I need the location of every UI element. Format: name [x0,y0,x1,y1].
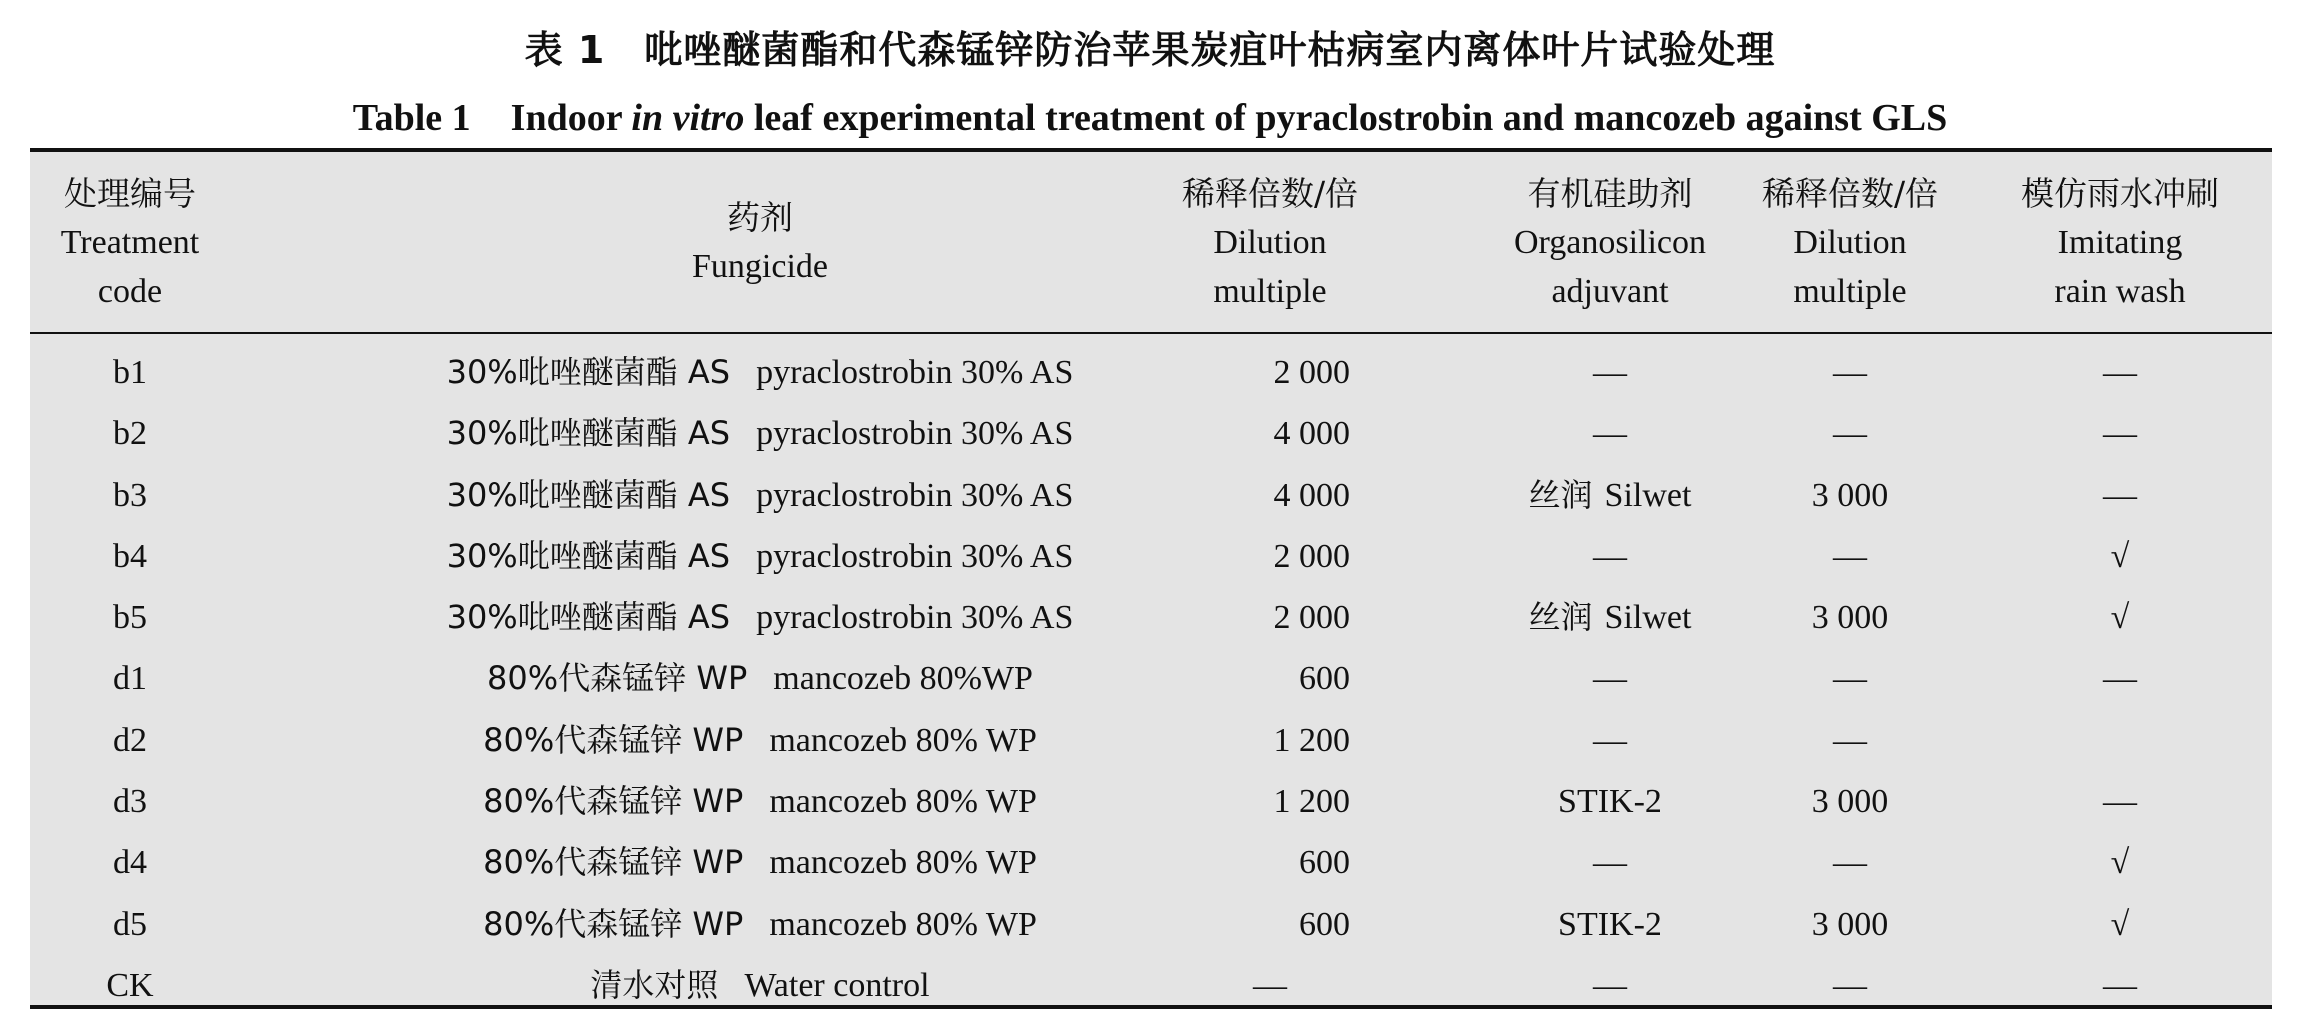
dilution-cell: 4 000 [1273,476,1350,514]
fungicide-en: mancozeb 80% WP [769,721,1037,759]
fungicide-cn: 80%代森锰锌 WP [483,904,744,943]
adjuvant-en: — [1593,660,1627,698]
fungicide-en: pyraclostrobin 30% AS [756,476,1074,514]
dilution-cell: 600 [1299,660,1350,698]
header-en-line2: rain wash [2054,272,2186,310]
rain-wash-cell: — [2103,783,2137,821]
treatment-code-cell: d4 [113,844,147,882]
adjuvant-dilution-cell: 3 000 [1811,599,1889,637]
table-row [30,894,2272,955]
header-cn: 稀释倍数/倍 [1181,173,1359,213]
fungicide-en: pyraclostrobin 30% AS [756,599,1074,637]
fungicide-cell [290,403,1230,464]
adjuvant-en: — [1593,966,1627,1004]
fungicide-cn: 80%代森锰锌 WP [483,782,744,821]
header-en-line1: Imitating [2057,223,2183,261]
adjuvant-dilution-cell: — [1833,415,1867,453]
fungicide-cell [290,894,1230,955]
fungicide-cn: 30%吡唑醚菌酯 AS [446,353,731,391]
fungicide-en: mancozeb 80% WP [769,844,1037,882]
fungicide-cell [290,832,1230,893]
table-row [30,587,2272,648]
table-row [30,342,2272,403]
fungicide-en: mancozeb 80% WP [769,905,1037,943]
adjuvant-cn: 丝润 [1528,475,1593,514]
rain-wash-cell: √ [2110,599,2130,637]
adjuvant-en: STIK-2 [1558,783,1662,821]
fungicide-cn: 80%代森锰锌 WP [483,843,744,882]
adjuvant-dilution-cell: — [1833,966,1867,1004]
header-fungicide [290,152,1230,332]
fungicide-cn: 80%代森锰锌 WP [487,659,748,698]
fungicide-cn: 30%吡唑醚菌酯 AS [446,475,731,514]
fungicide-en: mancozeb 80%WP [773,660,1033,698]
rain-wash-cell: √ [2110,905,2130,943]
treatment-code-cell: CK [106,966,154,1004]
rain-wash-cell: — [2103,476,2137,514]
header-en-line1: Organosilicon [1513,223,1706,261]
adjuvant-dilution-cell: 3 000 [1811,783,1889,821]
title-italic: in vitro [631,97,745,139]
adjuvant-en: Silwet [1604,476,1692,514]
fungicide-en: pyraclostrobin 30% AS [756,354,1074,391]
fungicide-cn: 30%吡唑醚菌酯 AS [446,536,731,575]
adjuvant-en: — [1593,354,1627,391]
treatment-code-cell: b3 [113,476,147,514]
dilution-cell: 1 200 [1273,721,1350,759]
dilution-cell: 600 [1299,905,1350,943]
adjuvant-dilution-cell: — [1833,721,1867,759]
header-cn: 稀释倍数/倍 [1761,173,1939,213]
title-text-a: Indoor [510,97,632,139]
adjuvant-dilution-cell: — [1833,844,1867,882]
table-header [30,152,2272,332]
adjuvant-en: STIK-2 [1558,905,1662,943]
table-body [30,342,2272,1016]
fungicide-cn: 30%吡唑醚菌酯 AS [446,598,731,637]
header-cn: 药剂 [727,198,793,237]
adjuvant-en: — [1593,415,1627,453]
dilution-cell: 2 000 [1273,599,1350,637]
adjuvant-en: — [1593,721,1627,759]
table-row [30,403,2272,464]
table-header-rule [30,332,2272,334]
fungicide-en: pyraclostrobin 30% AS [756,415,1074,453]
fungicide-en: pyraclostrobin 30% AS [756,537,1074,575]
rain-wash-cell: — [2103,660,2137,698]
adjuvant-dilution-cell: 3 000 [1811,905,1889,943]
table-row [30,832,2272,893]
header-en-line1: Dilution [1213,223,1327,261]
header-en-line2: code [97,272,163,310]
table-row [30,526,2272,587]
header-en-line2: adjuvant [1551,272,1669,310]
fungicide-cell [290,710,1230,771]
rain-wash-cell: — [2103,415,2137,453]
table-row [30,771,2272,832]
fungicide-cell [290,342,1230,403]
adjuvant-en: Silwet [1604,599,1692,637]
fungicide-cell [290,648,1230,709]
rain-wash-cell: √ [2110,537,2130,575]
rain-wash-cell [1990,710,2250,771]
adjuvant-dilution-cell: 3 000 [1811,476,1889,514]
fungicide-cell [290,465,1230,526]
table-row [30,465,2272,526]
adjuvant-cn: 丝润 [1528,598,1593,637]
dilution-cell: 2 000 [1273,354,1350,391]
header-cn: 有机硅助剂 [1527,173,1693,213]
treatment-code-cell: d5 [113,905,147,943]
treatment-code-cell: d3 [113,783,147,821]
treatment-code-cell: b2 [113,415,147,453]
header-en-line2: multiple [1793,272,1907,310]
dilution-cell: 4 000 [1273,415,1350,453]
dilution-cell: — [1253,966,1287,1004]
rain-wash-cell: — [2103,966,2137,1004]
adjuvant-dilution-cell: — [1833,354,1867,391]
adjuvant-dilution-cell: — [1833,660,1867,698]
header-en-line1: Dilution [1793,223,1907,261]
dilution-cell: 2 000 [1273,537,1350,575]
dilution-cell: 600 [1299,844,1350,882]
rain-wash-cell: √ [2110,844,2130,882]
table-title-cn: 表 1 吡唑醚菌酯和代森锰锌防治苹果炭疽叶枯病室内离体叶片试验处理 [524,28,1776,72]
adjuvant-dilution-cell: — [1833,537,1867,575]
fungicide-cn: 清水对照 [590,965,719,1004]
header-cn: 处理编号 [64,173,196,213]
header-dilution-multiple [1140,152,1400,332]
header-rain-wash [1990,152,2250,332]
table-row [30,955,2272,1016]
table-row [30,710,2272,771]
fungicide-en: mancozeb 80% WP [769,783,1037,821]
header-en-line1: Treatment [60,223,200,261]
table-number: Table 1 [352,97,471,139]
treatment-code-cell: d2 [113,721,147,759]
fungicide-cn: 30%吡唑醚菌酯 AS [446,414,731,453]
header-adjuvant-dilution [1730,152,1970,332]
title-text-b: leaf experimental treatment of pyraclostrobin and mancozeb against GLS [744,97,1948,139]
table-title-en [0,92,2300,144]
fungicide-cell [290,587,1230,648]
fungicide-cell [290,955,1230,1016]
fungicide-cn: 80%代森锰锌 WP [483,720,744,759]
header-en-line2: multiple [1213,272,1327,310]
treatment-code-cell: b4 [113,537,147,575]
fungicide-en: Water control [744,966,930,1004]
header-cn: 模仿雨水冲刷 [2021,173,2219,213]
rain-wash-cell: — [2103,354,2137,391]
treatment-code-cell: d1 [113,660,147,698]
fungicide-cell [290,771,1230,832]
treatment-code-cell: b5 [113,599,147,637]
header-treatment-code [50,152,210,332]
treatment-code-cell: b1 [113,354,147,391]
adjuvant-en: — [1593,844,1627,882]
table-row [30,648,2272,709]
adjuvant-en: — [1593,537,1627,575]
header-en-line1: Fungicide [692,248,828,285]
fungicide-cell [290,526,1230,587]
dilution-cell: 1 200 [1273,783,1350,821]
